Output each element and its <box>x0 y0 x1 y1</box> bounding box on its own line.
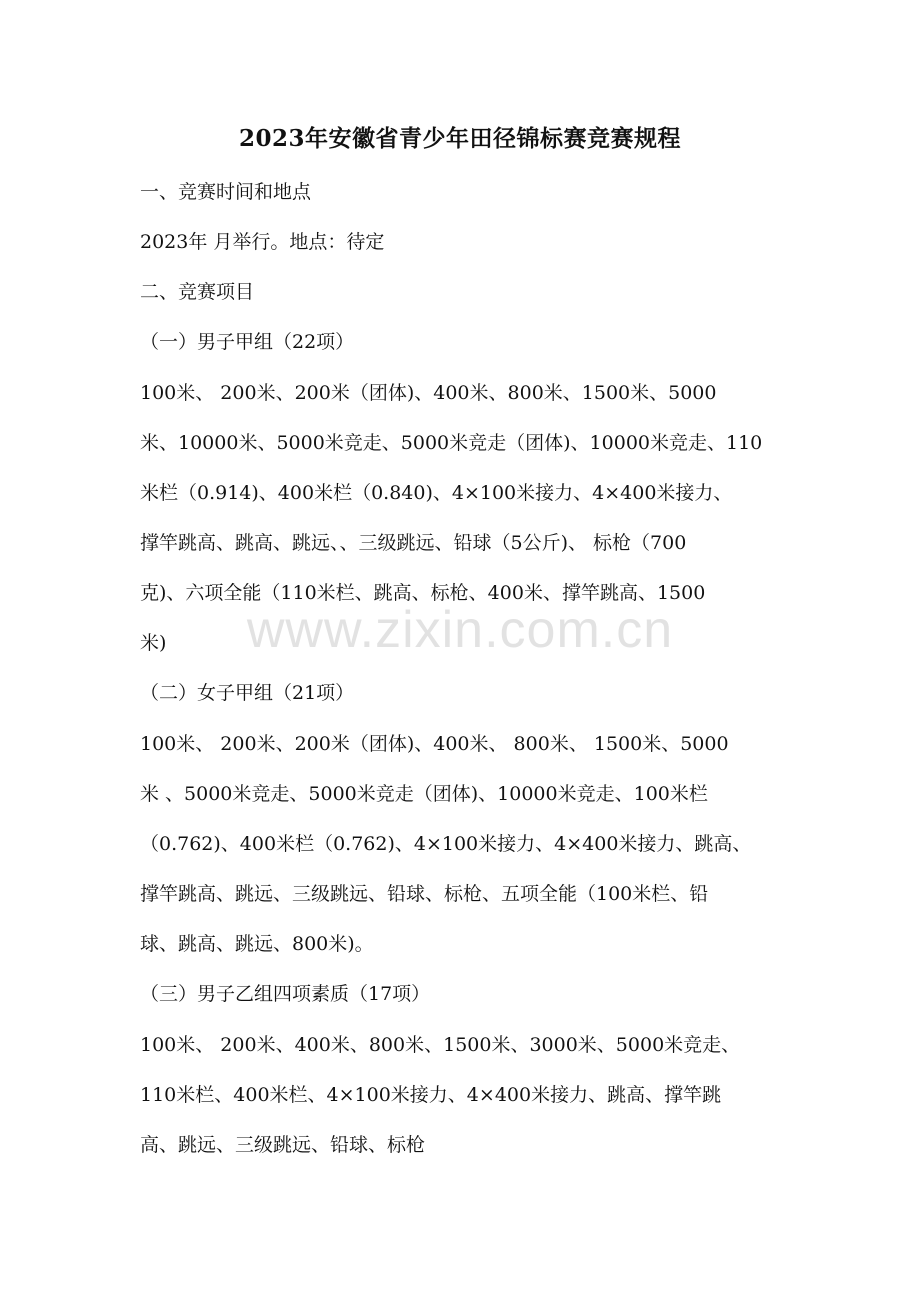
group2-line: 米 、5000米竞走、5000米竞走（团体)、10000米竞走、100米栏 <box>140 783 708 805</box>
group3-line: 高、跳远、三级跳远、铅球、标枪 <box>140 1134 426 1156</box>
group3-line: 110米栏、400米栏、4×100米接力、4×400米接力、跳高、撑竿跳 <box>140 1084 722 1106</box>
group2-line: （0.762)、400米栏（0.762)、4×100米接力、4×400米接力、跳高、 <box>140 833 752 855</box>
group3-heading: （三）男子乙组四项素质（17项） <box>140 983 431 1005</box>
section1-body: 2023年 月举行。地点：待定 <box>140 231 385 253</box>
document-title: 2023年安徽省青少年田径锦标赛竞赛规程 <box>238 125 681 152</box>
group1-line: 克)、六项全能（110米栏、跳高、标枪、400米、撑竿跳高、1500 <box>140 582 706 604</box>
group1-heading: （一）男子甲组（22项） <box>140 331 355 353</box>
group1-line: 米、10000米、5000米竞走、5000米竞走（团体)、10000米竞走、110 <box>140 432 763 454</box>
group2-line: 撑竿跳高、跳远、三级跳远、铅球、标枪、五项全能（100米栏、铅 <box>140 883 709 905</box>
group1-line: 米) <box>140 632 167 654</box>
group2-heading: （二）女子甲组（21项） <box>140 682 355 704</box>
section1-heading: 一、竞赛时间和地点 <box>140 181 312 203</box>
section2-heading: 二、竞赛项目 <box>140 281 255 303</box>
group2-line: 100米、 200米、200米（团体)、400米、 800米、 1500米、5000 <box>140 733 729 755</box>
group1-line: 撑竿跳高、跳高、跳远、、三级跳远、铅球（5公斤)、 标枪（700 <box>140 532 687 554</box>
group1-line: 米栏（0.914)、400米栏（0.840)、4×100米接力、4×400米接力、 <box>140 482 733 504</box>
group1-line: 100米、 200米、200米（团体)、400米、800米、1500米、5000 <box>140 382 717 404</box>
group2-line: 球、跳高、跳远、800米)。 <box>140 933 374 955</box>
group3-line: 100米、 200米、400米、800米、1500米、3000米、5000米竞走、 <box>140 1034 741 1056</box>
watermark: www.zixin.com.cn <box>246 601 674 659</box>
